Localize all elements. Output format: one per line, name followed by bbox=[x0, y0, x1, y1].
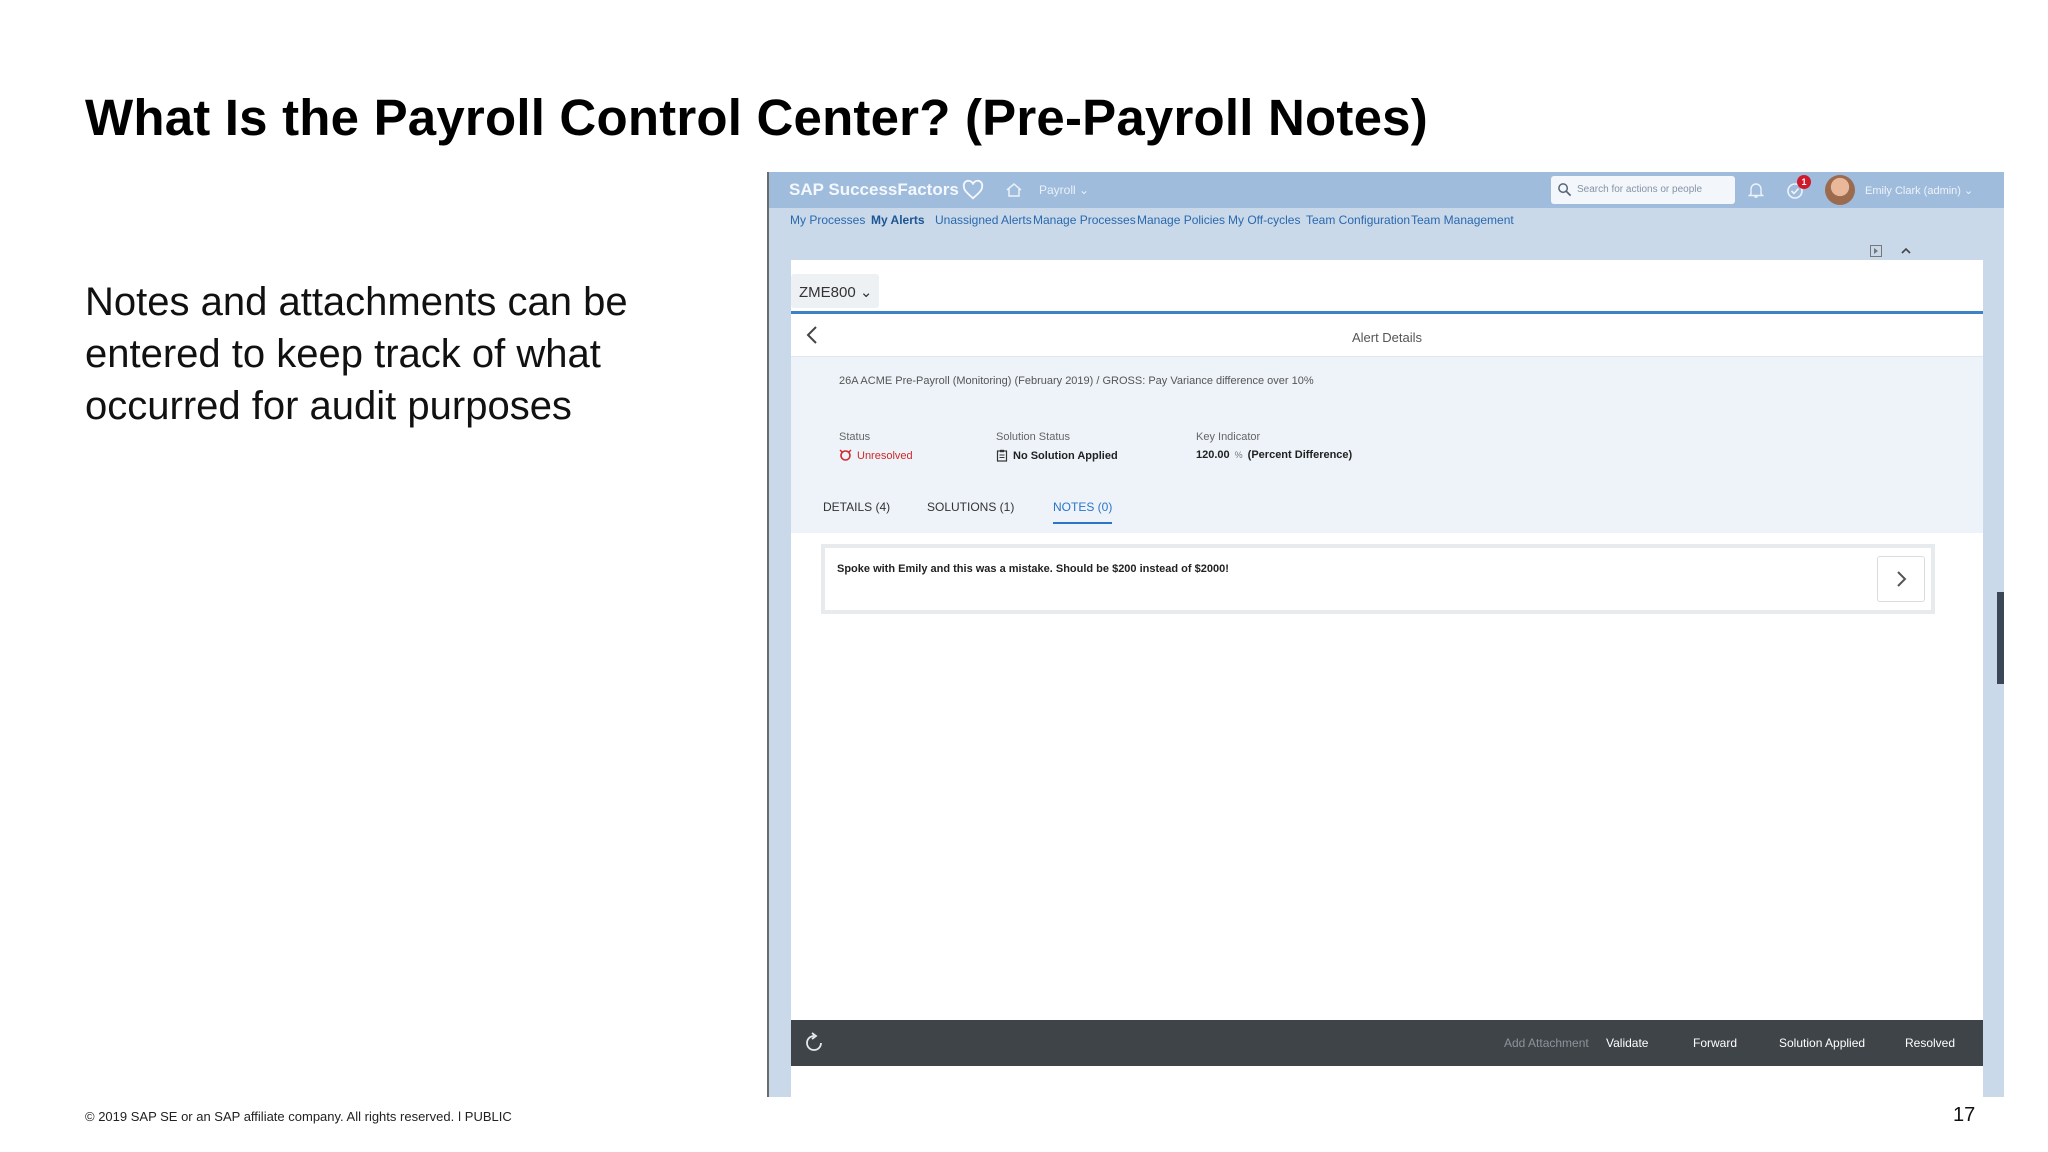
unresolved-icon bbox=[839, 449, 852, 462]
tab-details[interactable]: DETAILS (4) bbox=[823, 500, 891, 514]
nav-my-processes[interactable]: My Processes bbox=[790, 213, 866, 227]
nav-unassigned-alerts[interactable]: Unassigned Alerts bbox=[935, 213, 1032, 227]
solution-applied-button[interactable]: Solution Applied bbox=[1779, 1036, 1866, 1050]
alert-details-title: Alert Details bbox=[1351, 330, 1423, 345]
slide-title: What Is the Payroll Control Center? (Pre-Payroll Notes) bbox=[85, 89, 1428, 146]
search-input[interactable] bbox=[1551, 176, 1735, 204]
nav-manage-policies[interactable]: Manage Policies bbox=[1137, 213, 1226, 227]
nav-team-management[interactable]: Team Management bbox=[1411, 213, 1514, 227]
alert-header bbox=[791, 356, 1983, 533]
chevron-up-icon[interactable] bbox=[1899, 244, 1913, 258]
slide-body-text: Notes and attachments can be entered to keep track of what occurred for audit purposes bbox=[85, 280, 628, 428]
key-indicator-description: (Percent Difference) bbox=[1247, 449, 1353, 461]
clipboard-icon bbox=[996, 449, 1008, 462]
key-indicator-number: 120.00 bbox=[1196, 449, 1230, 461]
nav-my-off-cycles[interactable]: My Off-cycles bbox=[1228, 213, 1301, 227]
notification-badge: 1 bbox=[1797, 175, 1811, 189]
key-indicator-attribute bbox=[1196, 431, 1352, 461]
key-indicator-label: Key Indicator bbox=[1196, 431, 1261, 443]
solution-status-value bbox=[996, 449, 1118, 462]
page-number: 17 bbox=[1953, 1104, 1976, 1126]
module-selector[interactable]: Payroll ⌄ bbox=[1039, 183, 1090, 197]
home-icon[interactable] bbox=[1005, 182, 1023, 198]
status-value bbox=[839, 449, 913, 462]
key-indicator-unit: % bbox=[1234, 450, 1243, 460]
breadcrumb: 26A ACME Pre-Payroll (Monitoring) (February 2019) / GROSS: Pay Variance difference over 10% bbox=[839, 375, 1314, 387]
copyright-footer: © 2019 SAP SE or an SAP affiliate company. All rights reserved. ǀ PUBLIC bbox=[85, 1109, 512, 1124]
chevron-right-icon bbox=[1894, 570, 1908, 588]
forward-button[interactable]: Forward bbox=[1693, 1036, 1738, 1050]
action-footer bbox=[791, 1020, 1983, 1066]
note-item[interactable] bbox=[821, 544, 1935, 614]
nav-team-configuration[interactable]: Team Configuration bbox=[1306, 213, 1411, 227]
bell-icon[interactable] bbox=[1748, 181, 1764, 199]
validate-button[interactable]: Validate bbox=[1606, 1036, 1649, 1050]
scrollbar-thumb[interactable] bbox=[1997, 592, 2004, 684]
refresh-icon[interactable] bbox=[803, 1032, 825, 1054]
tab-notes[interactable]: NOTES (0) bbox=[1053, 500, 1112, 524]
solution-status-text: No Solution Applied bbox=[1013, 449, 1118, 462]
alert-panel bbox=[791, 260, 1983, 1097]
open-note-button[interactable] bbox=[1877, 556, 1925, 602]
user-menu[interactable]: Emily Clark (admin) ⌄ bbox=[1865, 185, 1974, 197]
status-attribute bbox=[839, 431, 913, 462]
top-navigation bbox=[769, 208, 2004, 234]
avatar[interactable] bbox=[1825, 175, 1855, 205]
solution-status-label: Solution Status bbox=[996, 431, 1070, 443]
nav-manage-processes[interactable]: Manage Processes bbox=[1033, 213, 1136, 227]
search-icon bbox=[1557, 182, 1572, 197]
solution-status-attribute bbox=[996, 431, 1118, 462]
status-label: Status bbox=[839, 431, 871, 443]
brand-logo[interactable]: SAP SuccessFactors bbox=[789, 180, 959, 199]
shell-bar bbox=[769, 172, 2004, 208]
note-text: Spoke with Emily and this was a mistake. Should be $200 instead of $2000! bbox=[837, 563, 1229, 575]
object-selector-label: ZME800 ⌄ bbox=[799, 284, 873, 301]
tab-solutions[interactable]: SOLUTIONS (1) bbox=[927, 500, 1015, 514]
key-indicator-value bbox=[1196, 449, 1352, 461]
search-placeholder: Search for actions or people bbox=[1577, 184, 1703, 195]
nav-my-alerts[interactable]: My Alerts bbox=[871, 213, 925, 227]
heart-icon bbox=[962, 179, 984, 201]
status-text: Unresolved bbox=[857, 449, 913, 462]
export-icon[interactable] bbox=[1869, 244, 1883, 258]
add-attachment-button[interactable]: Add Attachment bbox=[1504, 1036, 1589, 1050]
header-divider bbox=[791, 311, 1983, 314]
resolved-button[interactable]: Resolved bbox=[1905, 1036, 1956, 1050]
app-screenshot bbox=[767, 172, 2004, 1097]
object-selector[interactable] bbox=[791, 274, 879, 308]
